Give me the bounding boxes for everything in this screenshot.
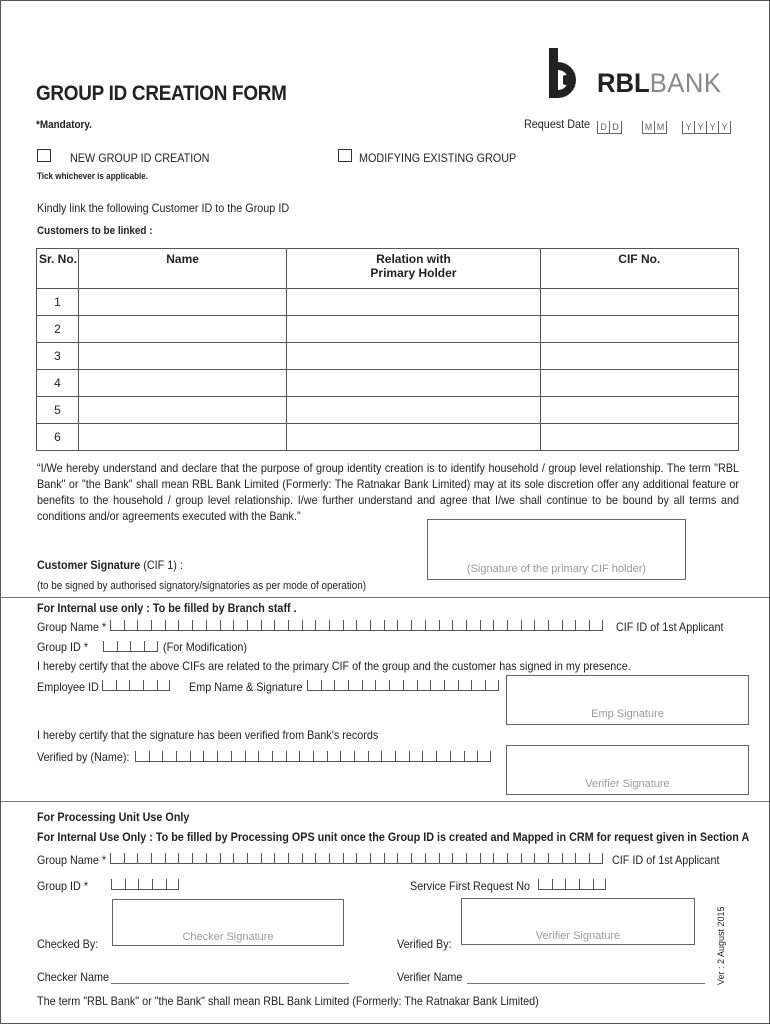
proc-group-name-input[interactable] xyxy=(110,853,603,864)
intro-text: Kindly link the following Customer ID to the Group ID xyxy=(37,201,290,215)
verifier-signature-placeholder: Verifier Signature xyxy=(585,778,670,790)
divider xyxy=(1,801,769,802)
char-box xyxy=(417,680,431,691)
char-box xyxy=(302,853,316,864)
relation-cell[interactable] xyxy=(287,397,540,424)
char-box xyxy=(258,751,272,762)
rbl-logo-icon xyxy=(547,48,591,100)
cif-cell[interactable] xyxy=(540,397,738,424)
row-number: 4 xyxy=(37,370,79,397)
char-box xyxy=(534,620,548,631)
char-box xyxy=(233,853,247,864)
char-box xyxy=(575,620,589,631)
char-box xyxy=(552,879,566,890)
verifier-name-label: Verifier Name xyxy=(397,970,463,984)
signature-cif: (CIF 1) : xyxy=(143,558,183,572)
processing-heading: For Processing Unit Use Only xyxy=(37,810,190,824)
proc-group-id-input[interactable] xyxy=(111,879,179,890)
char-box xyxy=(439,620,453,631)
char-box xyxy=(302,620,316,631)
rbl-logo xyxy=(547,48,737,100)
char-box xyxy=(315,853,329,864)
date-box: Y xyxy=(706,121,718,134)
col-relation xyxy=(287,249,540,289)
char-box xyxy=(245,751,259,762)
char-box xyxy=(384,853,398,864)
char-box xyxy=(425,853,439,864)
processing-subheading: For Internal Use Only : To be filled by Processing OPS unit once the Group ID is created and Mapped in CRM for request given in Section A xyxy=(37,830,750,844)
char-box xyxy=(165,853,179,864)
char-box xyxy=(288,853,302,864)
char-box xyxy=(362,680,376,691)
char-box xyxy=(334,680,348,691)
table-row xyxy=(37,343,739,370)
char-box xyxy=(534,853,548,864)
name-cell[interactable] xyxy=(78,397,286,424)
char-box xyxy=(348,680,362,691)
char-box xyxy=(149,751,163,762)
char-box xyxy=(575,853,589,864)
certify-text-2: I hereby certify that the signature has been verified from Bank's records xyxy=(37,728,379,742)
relation-cell[interactable] xyxy=(287,424,540,451)
checker-signature-placeholder: Checker Signature xyxy=(182,931,274,943)
logo-bold: RBL xyxy=(597,68,650,98)
char-box xyxy=(562,620,576,631)
char-box xyxy=(274,853,288,864)
verified-by-input[interactable] xyxy=(135,751,491,762)
char-box xyxy=(135,751,149,762)
relation-cell[interactable] xyxy=(287,316,540,343)
verified-by-label: Verified by (Name): xyxy=(37,750,130,764)
char-box xyxy=(452,853,466,864)
char-box xyxy=(485,680,499,691)
relation-cell[interactable] xyxy=(287,343,540,370)
char-box xyxy=(110,853,124,864)
char-box xyxy=(137,620,151,631)
char-box xyxy=(593,879,607,890)
char-box xyxy=(143,680,157,691)
table-row xyxy=(37,289,739,316)
name-cell[interactable] xyxy=(78,316,286,343)
sfr-input[interactable] xyxy=(538,879,606,890)
char-box xyxy=(403,680,417,691)
char-box xyxy=(162,751,176,762)
certify-text-1: I hereby certify that the above CIFs are related to the primary CIF of the group and the customer has signed in my presence. xyxy=(37,659,631,673)
for-modification-label: (For Modification) xyxy=(163,640,248,654)
sfr-label: Service First Request No xyxy=(410,879,531,893)
row-number: 6 xyxy=(37,424,79,451)
request-date-label: Request Date xyxy=(524,117,591,131)
char-box xyxy=(477,751,491,762)
char-box xyxy=(157,680,171,691)
char-box xyxy=(151,853,165,864)
new-group-label: NEW GROUP ID CREATION xyxy=(70,151,210,165)
char-box xyxy=(206,853,220,864)
employee-id-input[interactable] xyxy=(102,680,170,691)
char-box xyxy=(233,620,247,631)
emp-name-input[interactable] xyxy=(307,680,499,691)
char-box xyxy=(329,620,343,631)
customers-label: Customers to be linked : xyxy=(37,225,153,237)
char-box xyxy=(370,853,384,864)
char-box xyxy=(130,641,144,652)
date-box: Y xyxy=(718,121,731,134)
char-box xyxy=(507,620,521,631)
date-box: M xyxy=(654,121,667,134)
char-box xyxy=(340,751,354,762)
modify-group-checkbox[interactable] xyxy=(338,149,352,162)
form-title: GROUP ID CREATION FORM xyxy=(36,82,287,105)
date-box: M xyxy=(642,121,654,134)
row-number: 1 xyxy=(37,289,79,316)
char-box xyxy=(190,751,204,762)
char-box xyxy=(439,853,453,864)
version-label: Ver : 2 August 2015 xyxy=(716,906,726,985)
char-box xyxy=(464,751,478,762)
char-box xyxy=(137,853,151,864)
name-cell[interactable] xyxy=(78,370,286,397)
signature-placeholder: (Signature of the primary CIF holder) xyxy=(466,563,647,575)
table-row xyxy=(37,424,739,451)
char-box xyxy=(102,680,116,691)
char-box xyxy=(521,620,535,631)
row-number: 2 xyxy=(37,316,79,343)
char-box xyxy=(397,620,411,631)
char-box xyxy=(178,620,192,631)
char-box xyxy=(272,751,286,762)
char-box xyxy=(493,620,507,631)
char-box xyxy=(192,620,206,631)
char-box xyxy=(315,620,329,631)
char-box xyxy=(368,751,382,762)
divider xyxy=(1,597,769,598)
char-box xyxy=(356,620,370,631)
char-box xyxy=(129,680,143,691)
char-box xyxy=(165,620,179,631)
char-box xyxy=(444,680,458,691)
relation-cell[interactable] xyxy=(287,289,540,316)
relation-cell[interactable] xyxy=(287,370,540,397)
char-box xyxy=(565,879,579,890)
char-box xyxy=(124,620,138,631)
char-box xyxy=(321,680,335,691)
group-name-input[interactable] xyxy=(110,620,603,631)
declaration-text: “I/We hereby understand and declare that the purpose of group identity creation is to identify household / group level relationship. The term "RBL Bank" or "the Bank" shall mean RBL Bank Limited (Formerly: The Ratnakar Bank Limited) may at its sole discretion offer any additional feature or benefits to the household / group level relationship. I/we further understand and agree that I/we shall continue to be bound by all terms and conditions and/or agreements executed with the Bank." xyxy=(37,461,739,523)
char-box xyxy=(166,879,180,890)
char-box xyxy=(397,853,411,864)
modify-group-label: MODIFYING EXISTING GROUP xyxy=(359,151,517,165)
proc-group-id-label: Group ID * xyxy=(37,879,89,893)
date-year-field[interactable] xyxy=(682,117,731,135)
verified-by-proc-label: Verified By: xyxy=(397,937,452,951)
table-row xyxy=(37,397,739,424)
char-box xyxy=(299,751,313,762)
checker-name-line[interactable] xyxy=(111,983,349,984)
char-box xyxy=(471,680,485,691)
checked-by-label: Checked By: xyxy=(37,937,99,951)
verifier-signature-box[interactable] xyxy=(506,745,749,795)
char-box xyxy=(422,751,436,762)
cif-first-label: CIF ID of 1st Applicant xyxy=(616,620,724,634)
char-box xyxy=(110,620,124,631)
col-cif: CIF No. xyxy=(540,249,738,289)
char-box xyxy=(313,751,327,762)
char-box xyxy=(343,620,357,631)
row-number: 3 xyxy=(37,343,79,370)
char-box xyxy=(466,853,480,864)
char-box xyxy=(381,751,395,762)
char-box xyxy=(261,853,275,864)
char-box xyxy=(152,879,166,890)
char-box xyxy=(206,620,220,631)
char-box xyxy=(117,641,131,652)
date-day-field[interactable] xyxy=(597,117,622,135)
group-name-label: Group Name * xyxy=(37,620,107,634)
date-box: D xyxy=(609,121,622,134)
char-box xyxy=(138,879,152,890)
col-name: Name xyxy=(78,249,286,289)
char-box xyxy=(411,620,425,631)
char-box xyxy=(124,853,138,864)
char-box xyxy=(493,853,507,864)
relation-line1: Relation with xyxy=(376,252,451,266)
char-box xyxy=(375,680,389,691)
char-box xyxy=(192,853,206,864)
char-box xyxy=(425,620,439,631)
customers-table xyxy=(36,248,739,451)
name-cell[interactable] xyxy=(78,424,286,451)
emp-name-sig-label: Emp Name & Signature xyxy=(189,680,303,694)
relation-line2: Primary Holder xyxy=(370,266,457,280)
checker-signature-box[interactable] xyxy=(112,899,344,946)
tick-hint: Tick whichever is applicable. xyxy=(37,171,149,181)
char-box xyxy=(507,853,521,864)
char-box xyxy=(480,620,494,631)
char-box xyxy=(103,641,117,652)
group-id-label: Group ID * xyxy=(37,640,89,654)
char-box xyxy=(144,641,158,652)
proc-verifier-signature-box[interactable] xyxy=(461,898,695,945)
char-box xyxy=(521,853,535,864)
char-box xyxy=(274,620,288,631)
char-box xyxy=(430,680,444,691)
char-box xyxy=(395,751,409,762)
char-box xyxy=(231,751,245,762)
emp-signature-box[interactable] xyxy=(506,675,749,725)
signature-note: (to be signed by authorised signatory/signatories as per mode of operation) xyxy=(37,580,367,592)
char-box xyxy=(220,620,234,631)
customer-signature-label xyxy=(37,558,183,572)
char-box xyxy=(452,620,466,631)
proc-group-name-label: Group Name * xyxy=(37,853,107,867)
cif-cell[interactable] xyxy=(540,316,738,343)
cif-cell[interactable] xyxy=(540,289,738,316)
char-box xyxy=(247,620,261,631)
customer-signature-box[interactable] xyxy=(427,519,686,580)
char-box xyxy=(178,853,192,864)
char-box xyxy=(288,620,302,631)
char-box xyxy=(548,853,562,864)
char-box xyxy=(538,879,552,890)
char-box xyxy=(466,620,480,631)
char-box xyxy=(579,879,593,890)
char-box xyxy=(389,680,403,691)
char-box xyxy=(458,680,472,691)
char-box xyxy=(356,853,370,864)
char-box xyxy=(307,680,321,691)
char-box xyxy=(354,751,368,762)
logo-light: BANK xyxy=(649,68,722,98)
char-box xyxy=(151,620,165,631)
char-box xyxy=(436,751,450,762)
emp-signature-placeholder: Emp Signature xyxy=(591,708,664,720)
char-box xyxy=(329,853,343,864)
char-box xyxy=(247,853,261,864)
proc-verifier-signature-placeholder: Verifier Signature xyxy=(535,930,621,942)
char-box xyxy=(125,879,139,890)
char-box xyxy=(327,751,341,762)
cif-cell[interactable] xyxy=(540,343,738,370)
char-box xyxy=(480,853,494,864)
checker-name-label: Checker Name xyxy=(37,970,110,984)
cif-cell[interactable] xyxy=(540,370,738,397)
char-box xyxy=(589,620,603,631)
char-box xyxy=(562,853,576,864)
date-box: Y xyxy=(694,121,706,134)
char-box xyxy=(411,853,425,864)
table-header-row xyxy=(37,249,739,289)
char-box xyxy=(450,751,464,762)
name-cell[interactable] xyxy=(78,343,286,370)
proc-cif-first-label: CIF ID of 1st Applicant xyxy=(612,853,720,867)
char-box xyxy=(409,751,423,762)
name-cell[interactable] xyxy=(78,289,286,316)
cif-cell[interactable] xyxy=(540,424,738,451)
char-box xyxy=(217,751,231,762)
char-box xyxy=(261,620,275,631)
date-month-field[interactable] xyxy=(642,117,667,135)
char-box xyxy=(548,620,562,631)
char-box xyxy=(370,620,384,631)
char-box xyxy=(343,853,357,864)
signature-label-bold: Customer Signature xyxy=(37,558,141,572)
table-row xyxy=(37,316,739,343)
col-sr: Sr. No. xyxy=(37,249,79,289)
char-box xyxy=(384,620,398,631)
date-box: D xyxy=(597,121,609,134)
new-group-checkbox[interactable] xyxy=(37,149,51,162)
mandatory-note: *Mandatory. xyxy=(36,119,92,131)
verifier-name-line[interactable] xyxy=(467,983,705,984)
char-box xyxy=(203,751,217,762)
branch-heading: For Internal use only : To be filled by Branch staff . xyxy=(37,601,297,615)
table-row xyxy=(37,370,739,397)
employee-id-label: Employee ID xyxy=(37,680,99,694)
date-box: Y xyxy=(682,121,694,134)
char-box xyxy=(589,853,603,864)
char-box xyxy=(116,680,130,691)
footer-text: The term "RBL Bank" or "the Bank" shall mean RBL Bank Limited (Formerly: The Ratnakar Bank Limited) xyxy=(37,994,539,1008)
row-number: 5 xyxy=(37,397,79,424)
char-box xyxy=(220,853,234,864)
char-box xyxy=(111,879,125,890)
char-box xyxy=(176,751,190,762)
char-box xyxy=(286,751,300,762)
group-id-input[interactable] xyxy=(103,641,158,652)
